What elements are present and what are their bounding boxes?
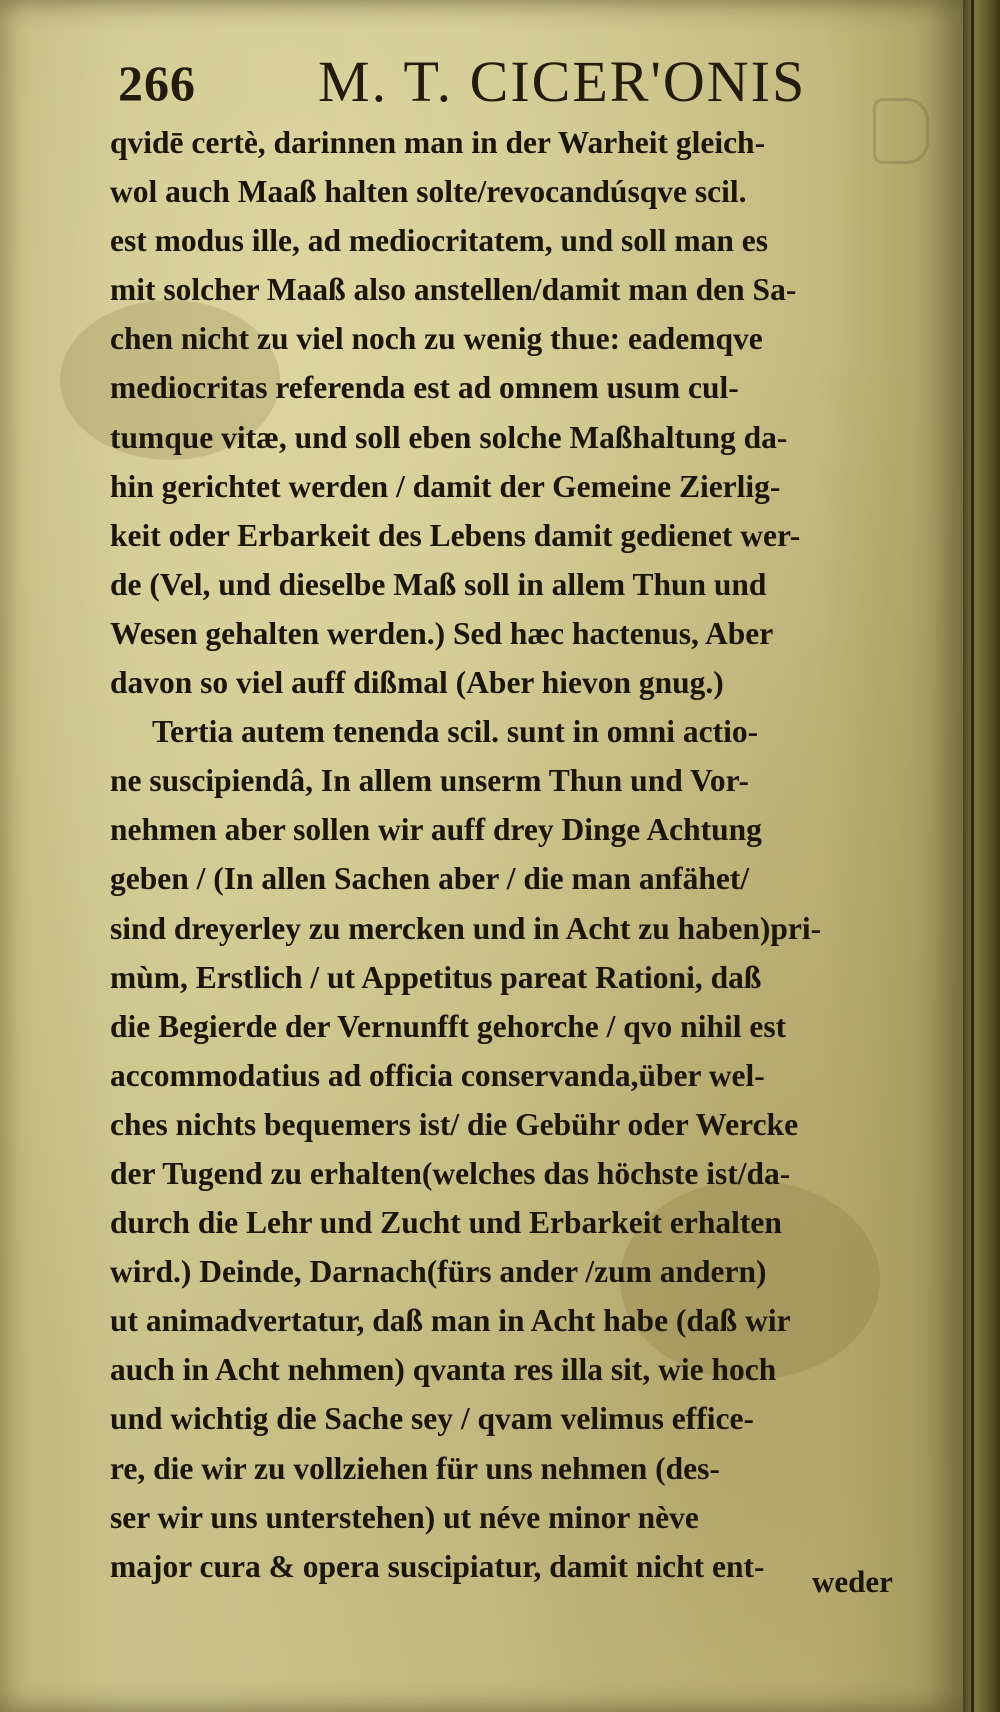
text-line: nehmen aber sollen wir auff drey Dinge Achtung <box>110 812 762 848</box>
text-line: de (Vel, und dieselbe Maß soll in allem Thun und <box>110 566 767 602</box>
text-line: hin gerichtet werden / damit der Gemeine Zierlig- <box>110 468 781 504</box>
text-line: sind dreyerley zu mercken und in Acht zu haben)pri- <box>110 910 822 946</box>
page-header <box>118 48 818 118</box>
text-line: geben / (In allen Sachen aber / die man anfähet/ <box>110 861 750 897</box>
text-line: chen nicht zu viel noch zu wenig thue: eademqve <box>110 321 763 357</box>
page-number: 266 <box>118 55 196 111</box>
text-line: est modus ille, ad mediocritatem, und soll man es <box>110 223 768 259</box>
text-line: keit oder Erbarkeit des Lebens damit gedienet wer- <box>110 517 801 553</box>
text-line: die Begierde der Vernunfft gehorche / qvo nihil est <box>110 1008 787 1044</box>
text-line: Tertia autem tenenda scil. sunt in omni actio- <box>152 714 759 750</box>
text-line: durch die Lehr und Zucht und Erbarkeit erhalten <box>110 1205 782 1241</box>
text-line: accommodatius ad officia conservanda,über wel- <box>110 1057 765 1093</box>
text-line: mit solcher Maaß also anstellen/damit man den Sa- <box>110 272 797 308</box>
text-line: wol auch Maaß halten solte/revocandúsqve scil. <box>110 174 747 210</box>
text-line: Wesen gehalten werden.) Sed hæc hactenus, Aber <box>110 615 774 651</box>
text-line: mediocritas referenda est ad omnem usum cul- <box>110 370 739 406</box>
text-line: ser wir uns unterstehen) ut néve minor nève <box>110 1499 699 1535</box>
text-line: tumque vitæ, und soll eben solche Maßhaltung da- <box>110 419 788 455</box>
text-line: mùm, Erstlich / ut Appetitus pareat Rationi, daß <box>110 959 762 995</box>
text-line: wird.) Deinde, Darnach(fürs ander /zum andern) <box>110 1254 767 1290</box>
body-text <box>110 118 918 1591</box>
text-line: und wichtig die Sache sey / qvam velimus effice- <box>110 1401 754 1437</box>
text-line: auch in Acht nehmen) qvanta res illa sit, wie hoch <box>110 1352 777 1388</box>
text-line: major cura & opera suscipiatur, damit nicht ent- <box>110 1548 765 1584</box>
text-line: davon so viel auff dißmal (Aber hievon gnug.) <box>110 665 724 701</box>
book-gutter-edge <box>963 0 1000 1712</box>
catchword: weder <box>812 1564 893 1599</box>
running-head: M. T. CICER'ONIS <box>318 49 807 114</box>
text-line: ut animadvertatur, daß man in Acht habe (daß wir <box>110 1303 791 1339</box>
page-edge-line <box>971 0 974 1712</box>
text-line: ches nichts bequemers ist/ die Gebühr oder Wercke <box>110 1106 799 1142</box>
text-line: re, die wir zu vollziehen für uns nehmen (des- <box>110 1450 720 1486</box>
text-line: qvidē certè, darinnen man in der Warheit gleich- <box>110 125 766 160</box>
text-line: ne suscipiendâ, In allem unserm Thun und Vor- <box>110 763 749 799</box>
text-line: der Tugend zu erhalten(welches das höchste ist/da- <box>110 1155 791 1191</box>
